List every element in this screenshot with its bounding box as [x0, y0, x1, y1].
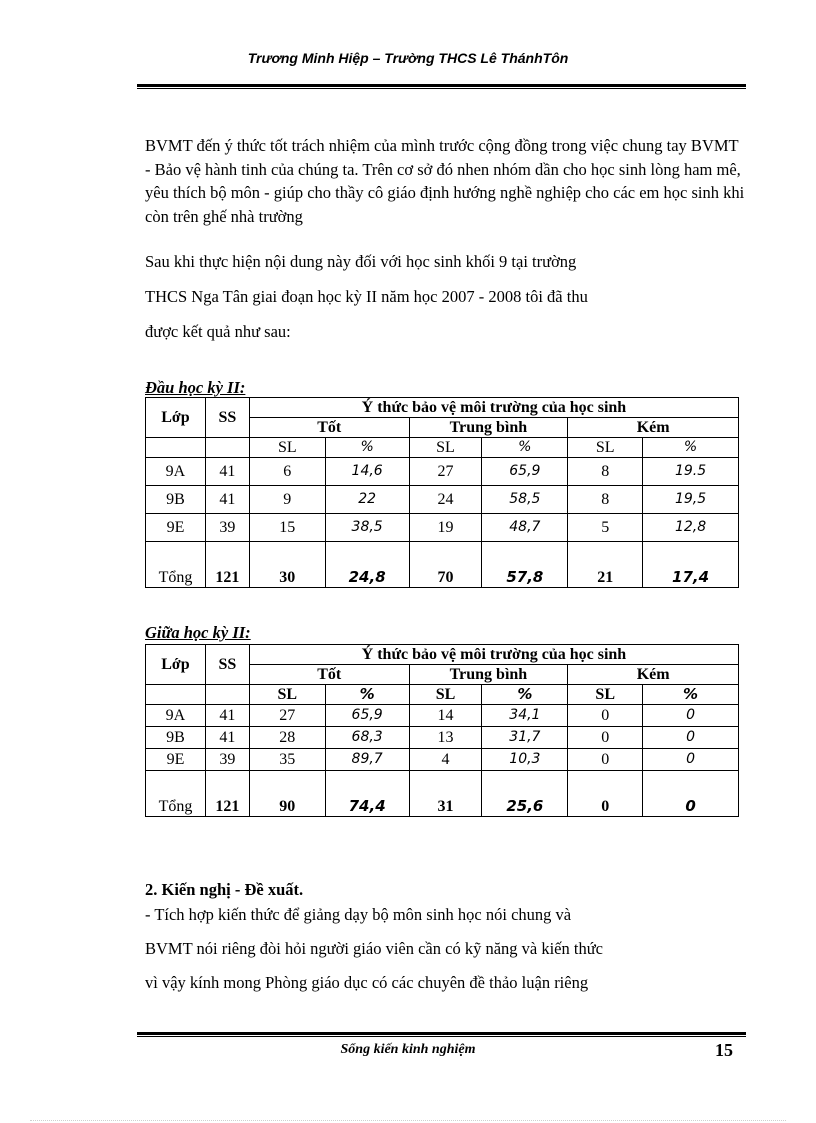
table1-caption: Đầu học kỳ II: [145, 378, 246, 397]
table-cell: 21 [568, 542, 643, 588]
table-cell: 89,7 [325, 749, 409, 771]
table2-blank-cell [146, 685, 206, 705]
table-cell: 8 [568, 486, 643, 514]
table-cell: 15 [249, 514, 325, 542]
table-cell: 27 [249, 705, 325, 727]
table-cell: 68,3 [325, 727, 409, 749]
table2-subheader-pct: % [325, 685, 409, 705]
footer-rule [137, 1032, 746, 1037]
table2-header-group: Ý thức bảo vệ môi trường của học sinh [249, 645, 738, 665]
header-rule [137, 84, 746, 89]
table-cell: 38,5 [325, 514, 409, 542]
table-cell: 90 [249, 771, 325, 817]
table-cell: 9 [249, 486, 325, 514]
table-cell: 0 [568, 771, 643, 817]
table-cell: Tổng [146, 542, 206, 588]
section-line-3: vì vậy kính mong Phòng giáo dục có các chuyên đề thảo luận riêng [145, 973, 589, 992]
table-cell: 10,3 [482, 749, 568, 771]
table1-subheader-pct: % [643, 438, 739, 458]
table-cell: 35 [249, 749, 325, 771]
table2-blank-cell [205, 685, 249, 705]
table-cell: 0 [643, 749, 739, 771]
table-cell: 6 [249, 458, 325, 486]
table-cell: 65,9 [325, 705, 409, 727]
table-row [146, 727, 739, 749]
table-cell: 19 [409, 514, 482, 542]
section-heading: 2. Kiến nghị - Đề xuất. [145, 880, 304, 899]
table-cell: 9A [146, 458, 206, 486]
page-number: 15 [715, 1040, 733, 1060]
table-cell: 0 [568, 727, 643, 749]
table-cell: 9A [146, 705, 206, 727]
table-total-row [146, 771, 739, 817]
table-cell: 41 [205, 458, 249, 486]
table2-subheader-sl: SL [409, 685, 482, 705]
table-cell: 9E [146, 514, 206, 542]
paragraph-intro: BVMT đến ý thức tốt trách nhiệm của mình trước cộng đồng trong việc chung tay BVMT - Bảo vệ hành tinh của chúng ta. Trên cơ sở đó nhen nhóm dần cho học sinh lòng ham mê, yêu thích bộ môn - giúp cho thầy cô giáo định hướng nghề nghiệp cho các em học sinh khi còn trên ghế nhà trường [145, 136, 745, 226]
section-line-2: BVMT nói riêng đòi hỏi người giáo viên cần có kỹ năng và kiến thức [145, 939, 603, 958]
table-cell: 58,5 [482, 486, 568, 514]
table-cell: 5 [568, 514, 643, 542]
bottom-dotted-line [30, 1120, 786, 1121]
table-cell: 41 [205, 486, 249, 514]
table1-header-lop: Lớp [146, 398, 206, 438]
table-cell: 9B [146, 727, 206, 749]
table-total-row [146, 542, 739, 588]
table1-header-kem: Kém [568, 418, 739, 438]
table-cell: 0 [568, 749, 643, 771]
table2-header-tot: Tốt [249, 665, 409, 685]
table1-blank-cell [146, 438, 206, 458]
table-row [146, 514, 739, 542]
table-cell: 17,4 [643, 542, 739, 588]
table1-header-group: Ý thức bảo vệ môi trường của học sinh [249, 398, 738, 418]
table-cell: 27 [409, 458, 482, 486]
table2-header-ss: SS [205, 645, 249, 685]
table-cell: 24,8 [325, 542, 409, 588]
table-cell: 31 [409, 771, 482, 817]
table-cell: 39 [205, 514, 249, 542]
table-cell: 0 [568, 705, 643, 727]
table1-subheader-pct: % [482, 438, 568, 458]
table-cell: 14,6 [325, 458, 409, 486]
table-cell: 9B [146, 486, 206, 514]
table1-blank-cell [205, 438, 249, 458]
table-cell: 22 [325, 486, 409, 514]
table-cell: 121 [205, 542, 249, 588]
table-cell: 41 [205, 727, 249, 749]
table1-subheader-sl: SL [249, 438, 325, 458]
table2-results-mid-term [145, 644, 739, 817]
table-cell: 0 [643, 705, 739, 727]
table2-header-kem: Kém [568, 665, 739, 685]
table-cell: 34,1 [482, 705, 568, 727]
table-cell: 9E [146, 749, 206, 771]
table2-header-lop: Lớp [146, 645, 206, 685]
table-cell: 41 [205, 705, 249, 727]
table-row [146, 749, 739, 771]
table-cell: 4 [409, 749, 482, 771]
paragraph-line-3: được kết quả như sau: [145, 322, 291, 341]
table-cell: 28 [249, 727, 325, 749]
table1-subheader-sl: SL [568, 438, 643, 458]
table-cell: 57,8 [482, 542, 568, 588]
table1-header-ss: SS [205, 398, 249, 438]
table1-header-trung-binh: Trung bình [409, 418, 568, 438]
table-cell: 13 [409, 727, 482, 749]
table-row [146, 486, 739, 514]
table1-subheader-sl: SL [409, 438, 482, 458]
paragraph-line-2: THCS Nga Tân giai đoạn học kỳ II năm học 2007 - 2008 tôi đã thu [145, 287, 588, 306]
table-cell: 0 [643, 771, 739, 817]
table-cell: 70 [409, 542, 482, 588]
table-cell: 12,8 [643, 514, 739, 542]
table2-subheader-sl: SL [568, 685, 643, 705]
table-cell: 19.5 [643, 458, 739, 486]
table1-subheader-pct: % [325, 438, 409, 458]
table-row [146, 705, 739, 727]
table-cell: 0 [643, 727, 739, 749]
table-cell: 48,7 [482, 514, 568, 542]
table-cell: 14 [409, 705, 482, 727]
table-cell: 31,7 [482, 727, 568, 749]
table2-subheader-pct: % [482, 685, 568, 705]
footer-title: Sổng kiến kinh nghiệm [340, 1042, 476, 1057]
paragraph-line-1: Sau khi thực hiện nội dung này đối với học sinh khối 9 tại trường [145, 252, 577, 271]
table1-header-tot: Tốt [249, 418, 409, 438]
table-cell: 39 [205, 749, 249, 771]
table2-header-trung-binh: Trung bình [409, 665, 568, 685]
table2-caption: Giữa học kỳ II: [145, 623, 251, 642]
page-header-title: Trương Minh Hiệp – Trường THCS Lê ThánhTôn [247, 50, 569, 66]
table-cell: 65,9 [482, 458, 568, 486]
table1-results-start-term [145, 397, 739, 588]
table2-subheader-pct: % [643, 685, 739, 705]
table-cell: 8 [568, 458, 643, 486]
table-row [146, 458, 739, 486]
table-cell: 19,5 [643, 486, 739, 514]
table-cell: 24 [409, 486, 482, 514]
table2-subheader-sl: SL [249, 685, 325, 705]
table-cell: 74,4 [325, 771, 409, 817]
table-cell: 25,6 [482, 771, 568, 817]
table-cell: 121 [205, 771, 249, 817]
table-cell: Tổng [146, 771, 206, 817]
section-line-1: - Tích hợp kiến thức để giảng dạy bộ môn sinh học nói chung và [145, 905, 572, 924]
table-cell: 30 [249, 542, 325, 588]
